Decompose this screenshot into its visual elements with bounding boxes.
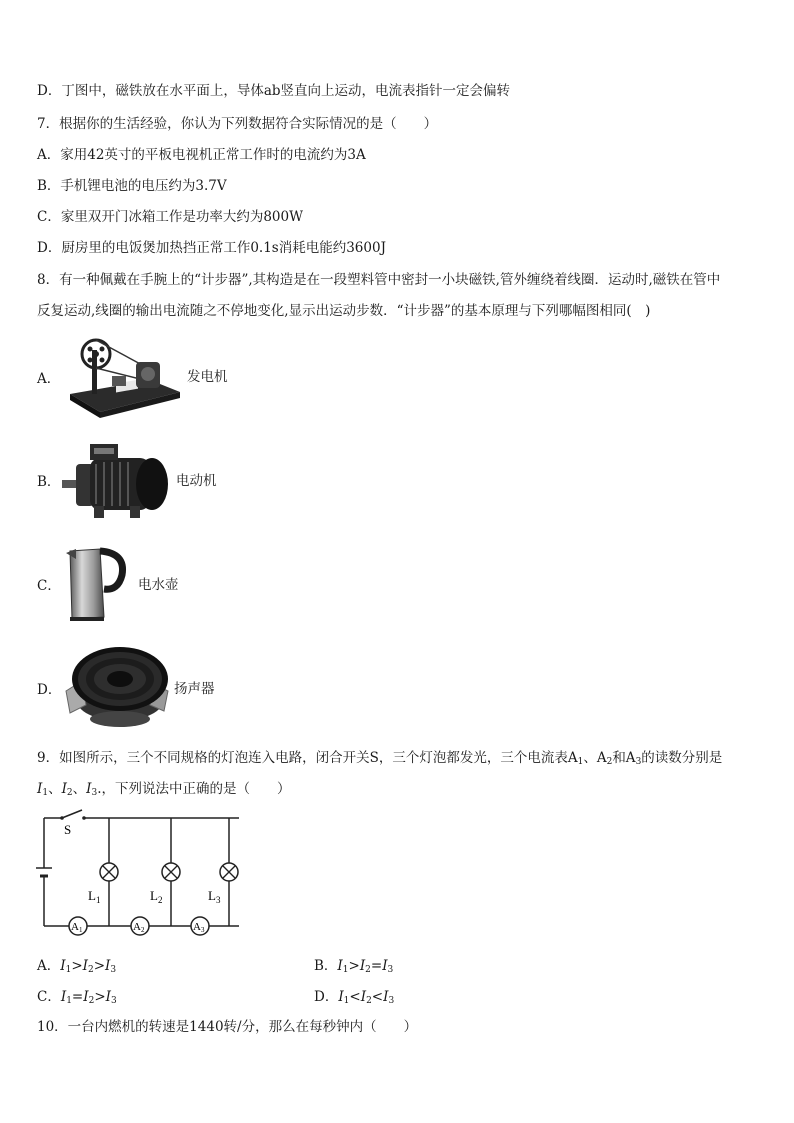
- q9-var: I: [337, 958, 343, 974]
- q9-var: I: [105, 958, 111, 974]
- ammeter-1-icon: [69, 917, 87, 935]
- q9-op: >: [348, 958, 360, 974]
- q9-op: =: [370, 958, 383, 974]
- generator-icon: [68, 336, 182, 422]
- q9-option-b: [314, 957, 393, 979]
- q9-var: I: [60, 958, 66, 974]
- q9-sub: 1: [343, 996, 350, 1006]
- svg-text:A2: A2: [133, 921, 145, 934]
- q9-stem-line2: [37, 780, 291, 802]
- q7-option-d: D．厨房里的电饭煲加热挡正常工作0.1s消耗电能约3600J: [37, 240, 386, 256]
- q9-sub: 3: [388, 996, 395, 1006]
- q9-stem-text-d: 的读数分别是: [641, 750, 723, 766]
- q9-var: I: [83, 989, 89, 1005]
- q9-option-a: [37, 957, 116, 979]
- q8-option-a-caption: 发电机: [187, 369, 228, 385]
- q9-sub: 2: [606, 757, 613, 767]
- q8-stem-line2: 反复运动,线圈的输出电流随之不停地变化,显示出运动步数．“计步器”的基本原理与下列哪幅图相同( ): [37, 303, 651, 319]
- q9-sub: 1: [342, 965, 349, 975]
- q8-option-d-letter: D．: [37, 682, 62, 698]
- q9-sub: 2: [365, 965, 371, 975]
- switch-blade: [62, 810, 82, 818]
- q9-var: I: [359, 958, 366, 974]
- q9-var: I: [382, 958, 388, 974]
- q9-sub: 3: [110, 996, 117, 1006]
- q8-option-c-caption: 电水壶: [138, 577, 179, 593]
- ammeter-3-icon: [191, 917, 209, 935]
- lamp-2-icon: [162, 863, 180, 881]
- q9-stem-line1: [37, 749, 722, 771]
- q10-stem: 10．一台内燃机的转速是1440转/分，那么在每秒钟内（ ）: [37, 1019, 418, 1035]
- q9-sub: 2: [87, 965, 94, 975]
- q9-var: I: [37, 781, 43, 797]
- q8-option-a-letter: A．: [37, 371, 61, 387]
- lamp-3-label: $L_3$: [208, 888, 221, 905]
- q9-sep: 、: [72, 781, 87, 797]
- q9-option-c: [37, 988, 117, 1010]
- q9-op: =: [71, 989, 84, 1005]
- q8-option-c-letter: C．: [37, 578, 61, 594]
- q7-option-b: B．手机锂电池的电压约为3.7V: [37, 178, 227, 194]
- q9-sub: 3: [110, 965, 117, 975]
- q9-sep: 、: [48, 781, 62, 797]
- q9-op: <: [349, 989, 361, 1005]
- q8-stem-line1: 8．有一种佩戴在手腕上的“计步器”,其构造是在一段塑料管中密封一小块磁铁,管外缠绕着线圈．运动时,磁铁在管中: [37, 272, 721, 288]
- q7-option-a: A．家用42英寸的平板电视机正常工作时的电流约为3A: [37, 147, 366, 163]
- q9-sub: 2: [366, 996, 372, 1006]
- q9-var: I: [82, 958, 88, 974]
- q8-option-b-caption: 电动机: [176, 473, 217, 489]
- lamp-1-label: $L_1$: [88, 888, 101, 905]
- q9-op: <: [371, 989, 384, 1005]
- ammeter-2-icon: [131, 917, 149, 935]
- switch-label: S: [64, 822, 72, 837]
- q9-sub: 3: [635, 757, 642, 767]
- q7-option-c: C．家里双开门冰箱工作是功率大约为800W: [37, 209, 303, 225]
- q9-sub: 2: [88, 996, 95, 1006]
- q9-stem-text-c: 和A: [612, 750, 636, 766]
- q9-option-d: [314, 988, 394, 1010]
- q6-option-d: D．丁图中，磁铁放在水平面上，导体ab竖直向上运动，电流表指针一定会偏转: [37, 83, 511, 99]
- lamp-2-label: $L_2$: [150, 888, 163, 905]
- lamp-1-icon: [100, 863, 118, 881]
- q9-var: I: [360, 989, 367, 1005]
- q8-option-b-letter: B．: [37, 474, 61, 490]
- q9-var: I: [383, 989, 389, 1005]
- q9-var: I: [105, 989, 111, 1005]
- speaker-icon: [62, 643, 174, 733]
- q9-stem-tail: .，下列说法中正确的是（ ）: [97, 781, 291, 797]
- q9-sub: 1: [42, 788, 49, 798]
- svg-text:A1: A1: [71, 921, 83, 934]
- q9-op: >: [71, 958, 83, 974]
- q9-var: I: [61, 781, 67, 797]
- motor-icon: [60, 440, 172, 526]
- q9-sub: 1: [577, 757, 584, 767]
- q9-option-b-letter: B．: [314, 958, 338, 974]
- q8-option-d-caption: 扬声器: [174, 681, 215, 697]
- q9-op: >: [93, 958, 106, 974]
- q9-var: I: [86, 781, 92, 797]
- q9-sub: 1: [65, 965, 72, 975]
- q9-sub: 3: [91, 788, 98, 798]
- q9-sub: 1: [66, 996, 72, 1006]
- q9-var: I: [338, 989, 344, 1005]
- q9-var: I: [60, 989, 67, 1005]
- q9-option-a-letter: A．: [37, 958, 61, 974]
- svg-text:A3: A3: [193, 921, 205, 934]
- q9-stem-text-a: 9．如图所示，三个不同规格的灯泡连入电路，闭合开关S，三个灯泡都发光，三个电流表A: [37, 750, 578, 766]
- q9-option-d-letter: D．: [314, 989, 339, 1005]
- q9-sub: 2: [66, 788, 73, 798]
- q9-sub: 3: [387, 965, 394, 975]
- lamp-3-icon: [220, 863, 238, 881]
- q9-stem-text-b: 、A: [583, 750, 607, 766]
- q9-option-c-letter: C．: [37, 989, 61, 1005]
- q9-op: >: [94, 989, 106, 1005]
- circuit-diagram: [34, 806, 246, 946]
- q7-stem: 7．根据你的生活经验，你认为下列数据符合实际情况的是（ ）: [37, 116, 438, 132]
- kettle-icon: [64, 545, 130, 627]
